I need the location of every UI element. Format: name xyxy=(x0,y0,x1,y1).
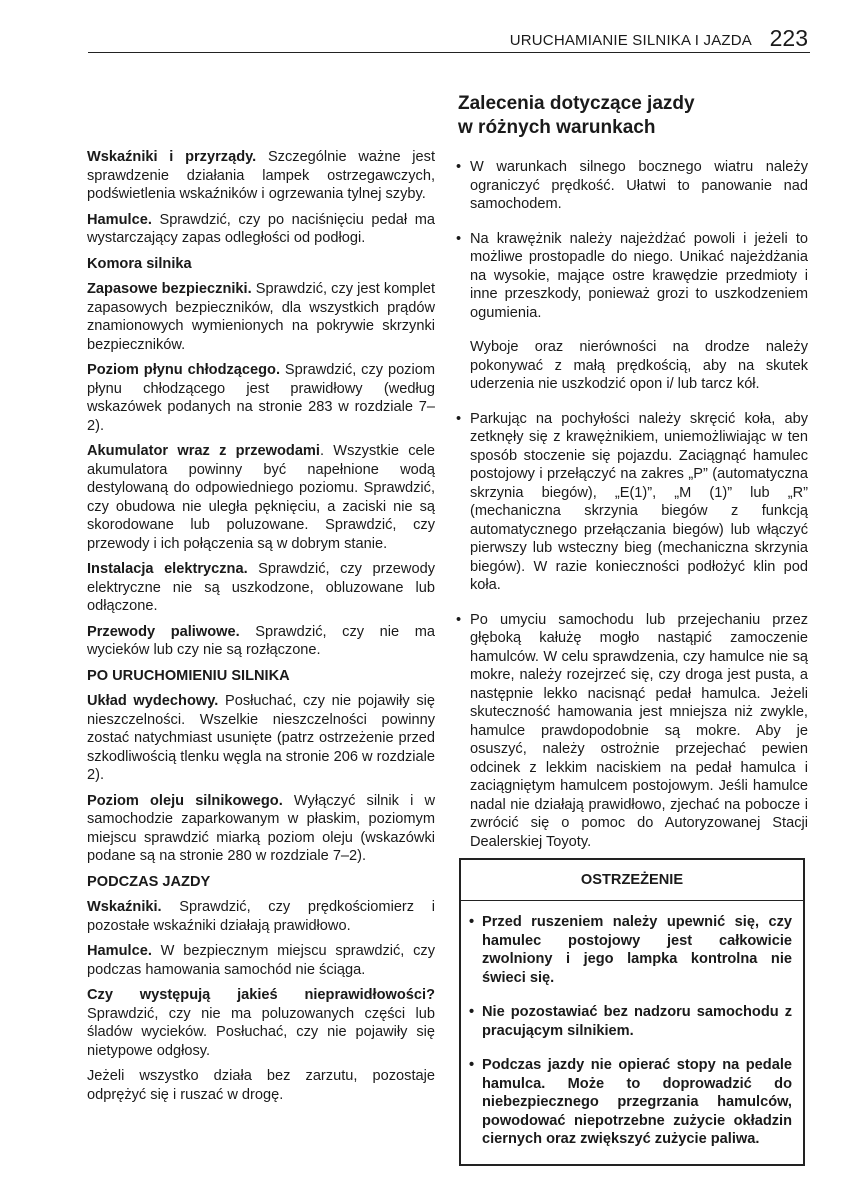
paragraph-text: W bezpiecznym miejscu sprawdzić, czy podczas hamowania samochód nie ściąga. xyxy=(87,943,435,978)
paragraph-heading: Akumulator wraz z przewodami xyxy=(87,443,320,459)
paragraph-closing: Jeżeli wszystko działa bez zarzutu, pozostaje odprężyć się i ruszać w drogę. xyxy=(87,1068,435,1103)
paragraph-electrical xyxy=(87,560,435,616)
paragraph-gauges xyxy=(87,898,435,935)
list-item-text: W warunkach silnego bocznego wiatru należy ograniczyć prędkość. Ułatwi to panowanie nad samochodem. xyxy=(470,159,808,212)
page-number: 223 xyxy=(769,25,808,51)
paragraph-battery xyxy=(87,442,435,553)
warning-box xyxy=(459,858,805,1166)
paragraph-text: Sprawdzić, czy po naciśnięciu pedał ma wystarczający zapas odległości od podłogi. xyxy=(87,211,435,246)
paragraph-fuses xyxy=(87,280,435,354)
paragraph-heading: Układ wydechowy. xyxy=(87,693,219,709)
warning-item xyxy=(469,1056,792,1149)
heading-while-driving: PODCZAS JAZDY xyxy=(87,873,211,890)
page-header xyxy=(88,24,810,53)
list-item xyxy=(456,611,808,852)
warning-list xyxy=(461,901,803,1149)
paragraph-oil xyxy=(87,792,435,866)
paragraph-text: Sprawdzić, czy nie ma wycieków lub czy nie są rozłączone. xyxy=(87,623,435,658)
bullet-icon: • xyxy=(456,410,462,427)
paragraph-heading: Wskaźniki. xyxy=(87,899,162,915)
warning-item-text: Przed ruszeniem należy upewnić się, czy hamulec postojowy jest całkowicie zwolniony i jego lampka kontrolna nie świeci się. xyxy=(482,914,792,986)
list-item xyxy=(456,410,808,595)
bullet-icon: • xyxy=(469,1057,475,1073)
paragraph-heading: Wskaźniki i przyrządy. xyxy=(87,149,257,165)
paragraph-text: Sprawdzić, czy jest komplet zapasowych bezpieczników, dla wszystkich prądów znamionowych wymienionych na pokrywie skrzynki bezpieczników. xyxy=(87,281,435,353)
paragraph-text: Sprawdzić, czy poziom płynu chłodzącego jest prawidłowy (według wskazówek podanych na stronie 283 w rozdziale 7–2). xyxy=(87,362,435,434)
heading-line-1: Zalecenia dotyczące jazdy xyxy=(458,93,695,114)
paragraph-heading: Poziom oleju silnikowego. xyxy=(87,792,283,809)
paragraph-heading: Hamulce. xyxy=(87,943,152,959)
warning-item-text: Podczas jazdy nie opierać stopy na pedale hamulca. Może to doprowadzić do niebezpiecznego przegrzania hamulców, powodować niepotrzebne zużycie okładzin ciernych oraz zwiększyć zużycie paliwa. xyxy=(482,1057,792,1147)
list-item-text: Po umyciu samochodu lub przejechaniu przez głęboką kałużę mogło nastąpić zamoczenie hamulców. W celu sprawdzenia, czy hamulce nie są mokre, należy rozejrzeć się, czy droga jest pusta, a następnie lekko nacisnąć pedał hamulca. Jeżeli skuteczność hamowania jest mniejsza niż zwykle, hamulce prawdopodobnie są mokre. Aby je osuszyć, należy ostrożnie przejechać pewien odcinek z lekkim naciskiem na pedał hamulca i zaciągniętym hamulcem postojowym. Jeśli hamulce nadal nie działają prawidłowo, zjechać na pobocze i zwrócić się o pomoc do Autoryzowanej Stacji Dealerskiej Toyoty. xyxy=(470,611,808,850)
section-heading xyxy=(458,92,808,140)
paragraph-text: Sprawdzić, czy nie ma poluzowanych części lub śladów wycieków. Posłuchać, czy nie pojawiły się nietypowe odgłosy. xyxy=(87,1005,435,1059)
warning-item xyxy=(469,1003,792,1040)
paragraph-heading: Czy występują jakieś nieprawidłowości? xyxy=(87,987,435,1003)
paragraph-brakes-driving xyxy=(87,942,435,979)
list-item xyxy=(456,230,808,323)
section-title: URUCHAMIANIE SILNIKA I JAZDA xyxy=(509,32,752,49)
paragraph-irregularities xyxy=(87,986,435,1060)
paragraph-text: Posłuchać, czy nie pojawiły się nieszczelności. Wszelkie nieszczelności powinny zostać natychmiast usunięte (patrz ostrzeżenie przed szkodliwością tlenku węgla na stronie 206 w rozdziale 2). xyxy=(87,693,436,783)
bullet-icon: • xyxy=(456,159,462,175)
bullet-icon: • xyxy=(469,1004,475,1020)
bullet-icon: • xyxy=(469,914,475,930)
left-column xyxy=(87,148,435,1111)
list-item-text: Na krawężnik należy najeżdżać powoli i jeżeli to możliwe prostopadle do niego. Unikać najeżdżania na wysokie, mające ostre krawędzie przedmioty i inne przeszkody, ponieważ grozi to uszkodzeniem ogumienia. xyxy=(470,230,808,321)
paragraph-fuel-lines xyxy=(87,623,435,660)
bullet-icon: • xyxy=(456,611,462,628)
paragraph-exhaust xyxy=(87,692,435,785)
heading-engine-bay: Komora silnika xyxy=(87,255,192,272)
warning-item-text: Nie pozostawiać bez nadzoru samochodu z pracującym silnikiem. xyxy=(482,1004,792,1039)
list-item-text: Parkując na pochyłości należy skręcić koła, aby zetknęły się z krawężnikiem, uniemożliwiając w ten sposób stoczenie się pojazdu. Zaciągnąć hamulec postojowy i przełączyć na zakres „P” (automatyczna skrzynia biegów), „E(1)”, „M (1)” lub „R” (mechaniczna skrzynia biegów z funkcją automatycznego przełączania biegów) lub włączyć pierwszy lub wsteczny bieg (mechaniczna skrzynia biegów). W razie konieczności podłożyć klin pod koła. xyxy=(470,410,808,593)
paragraph-coolant xyxy=(87,361,435,435)
bullet-icon: • xyxy=(456,230,462,247)
heading-line-2: w różnych warunkach xyxy=(458,117,656,138)
paragraph-text: . Wszystkie cele akumulatora powinny być napełnione wodą destylowaną do odpowiedniego poziomu. Sprawdzić, czy obudowa nie uległa pęknięciu, a zaciski nie są skorodowane lub poluzowane. Sprawdzić, czy przewody i ich połączenia są w dobrym stanie. xyxy=(87,443,436,552)
paragraph-heading: Hamulce. xyxy=(87,211,152,228)
list-item xyxy=(456,158,808,214)
paragraph-text: Sprawdzić, czy przewody elektryczne nie są uszkodzone, obluzowane lub odłączone. xyxy=(87,561,435,614)
warning-title: OSTRZEŻENIE xyxy=(461,860,803,901)
paragraph-heading: Poziom płynu chłodzącego. xyxy=(87,362,281,378)
paragraph-text: Szczególnie ważne jest sprawdzenie działania lampek ostrzegawczych, podświetlenia wskaźników i ogrzewania tylnej szyby. xyxy=(87,149,436,202)
paragraph-heading: Przewody paliwowe. xyxy=(87,623,240,640)
paragraph-brakes xyxy=(87,211,435,248)
paragraph-text: Wyłączyć silnik i w samochodzie zaparkowanym w płaskim, poziomym miejscu sprawdzić miarką poziom oleju (wskazówki podane są na stronie 280 w rozdziale 7–2). xyxy=(87,792,435,864)
heading-after-start: PO URUCHOMIENIU SILNIKA xyxy=(87,667,290,684)
paragraph-indicators xyxy=(87,148,435,204)
right-column xyxy=(456,92,808,867)
list-item-continuation: Wyboje oraz nierówności na drodze należy pokonywać z małą prędkością, aby na skutek uderzenia nie uszkodzić opon i/ lub tarcz kół. xyxy=(470,339,808,392)
paragraph-heading: Instalacja elektryczna. xyxy=(87,561,248,577)
warning-item xyxy=(469,913,792,987)
paragraph-heading: Zapasowe bezpieczniki. xyxy=(87,281,252,297)
paragraph-text: Sprawdzić, czy prędkościomierz i pozostałe wskaźniki działają prawidłowo. xyxy=(87,899,435,934)
